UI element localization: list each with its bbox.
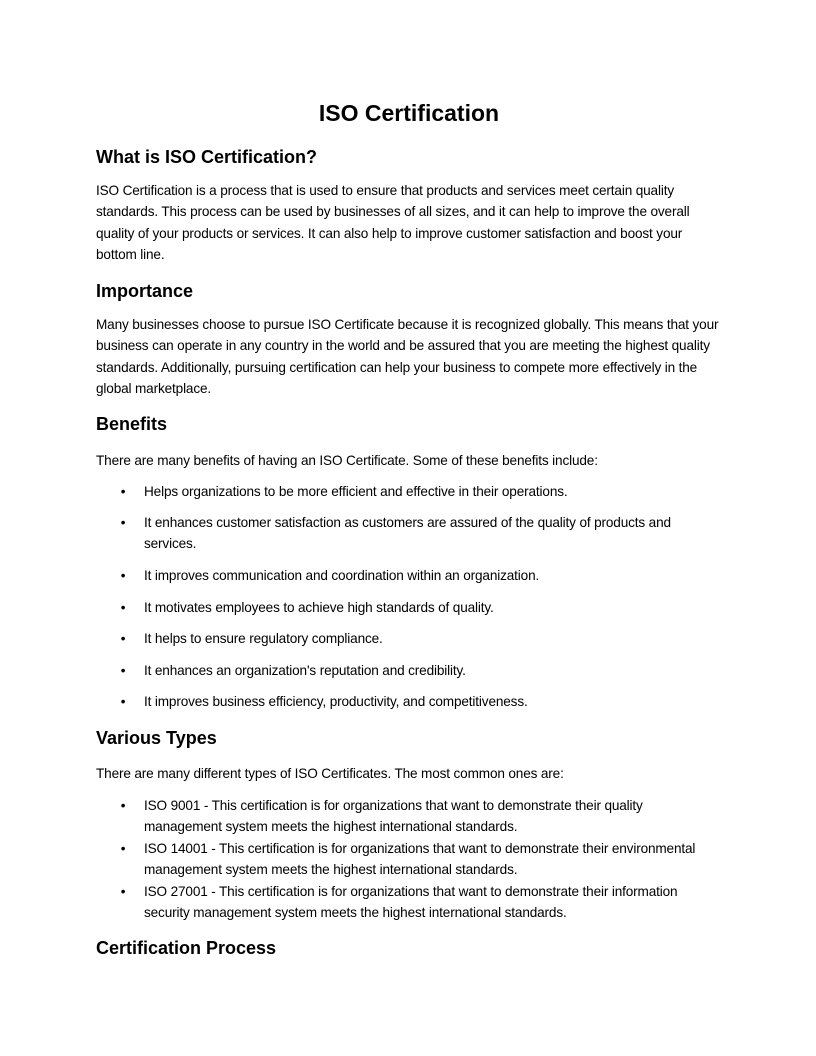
list-item-text: It helps to ensure regulatory compliance. [144, 631, 383, 646]
list-item-text: It enhances an organization's reputation and credibility. [144, 663, 466, 678]
list-item-text: ISO 14001 - This certification is for organizations that want to demonstrate their environmental management system meets the highest international standards. [144, 841, 696, 878]
bullet-icon: • [120, 884, 126, 899]
list-item-text: It enhances customer satisfaction as customers are assured of the quality of products and services. [144, 515, 671, 552]
list-item-text: Helps organizations to be more efficient and effective in their operations. [144, 484, 568, 499]
bullet-icon: • [120, 484, 126, 499]
bullet-icon: • [120, 841, 126, 856]
heading-various-types: Various Types [96, 728, 217, 748]
bullet-icon: • [120, 600, 126, 615]
heading-certification-process: Certification Process [96, 938, 277, 958]
list-item-text: It improves business efficiency, productivity, and competitiveness. [144, 694, 528, 709]
bullet-icon: • [120, 568, 126, 583]
list-item-text: ISO 27001 - This certification is for organizations that want to demonstrate their information security management system meets the highest international standards. [144, 884, 678, 921]
paragraph-what-is-iso: ISO Certification is a process that is used to ensure that products and services meet certain quality standards. This process can be used by businesses of all sizes, and it can help to improve the overall quality of your products or services. It can also help to improve customer satisfaction and boost your bottom line. [96, 183, 690, 263]
document-title: ISO Certification [318, 100, 500, 126]
bullet-icon: • [120, 515, 126, 530]
bullet-icon: • [120, 631, 126, 646]
bullet-icon: • [120, 694, 126, 709]
list-item-text: It motivates employees to achieve high standards of quality. [144, 600, 494, 615]
bullet-icon: • [120, 663, 126, 678]
paragraph-types-intro: There are many different types of ISO Certificates. The most common ones are: [96, 766, 564, 781]
list-item-text: ISO 9001 - This certification is for organizations that want to demonstrate their quality management system meets the highest international standards. [144, 798, 643, 835]
paragraph-benefits-intro: There are many benefits of having an ISO Certificate. Some of these benefits include: [96, 453, 598, 468]
list-item-text: It improves communication and coordination within an organization. [144, 568, 540, 583]
heading-what-is-iso: What is ISO Certification? [96, 147, 318, 167]
bullet-icon: • [120, 798, 126, 813]
paragraph-importance: Many businesses choose to pursue ISO Certificate because it is recognized globally. This means that your business can operate in any country in the world and be assured that you are meeting the highest quality standards. Additionally, pursuing certification can help your business to compete more effectively in the global marketplace. [96, 317, 719, 397]
heading-benefits: Benefits [96, 414, 168, 434]
heading-importance: Importance [96, 281, 194, 301]
